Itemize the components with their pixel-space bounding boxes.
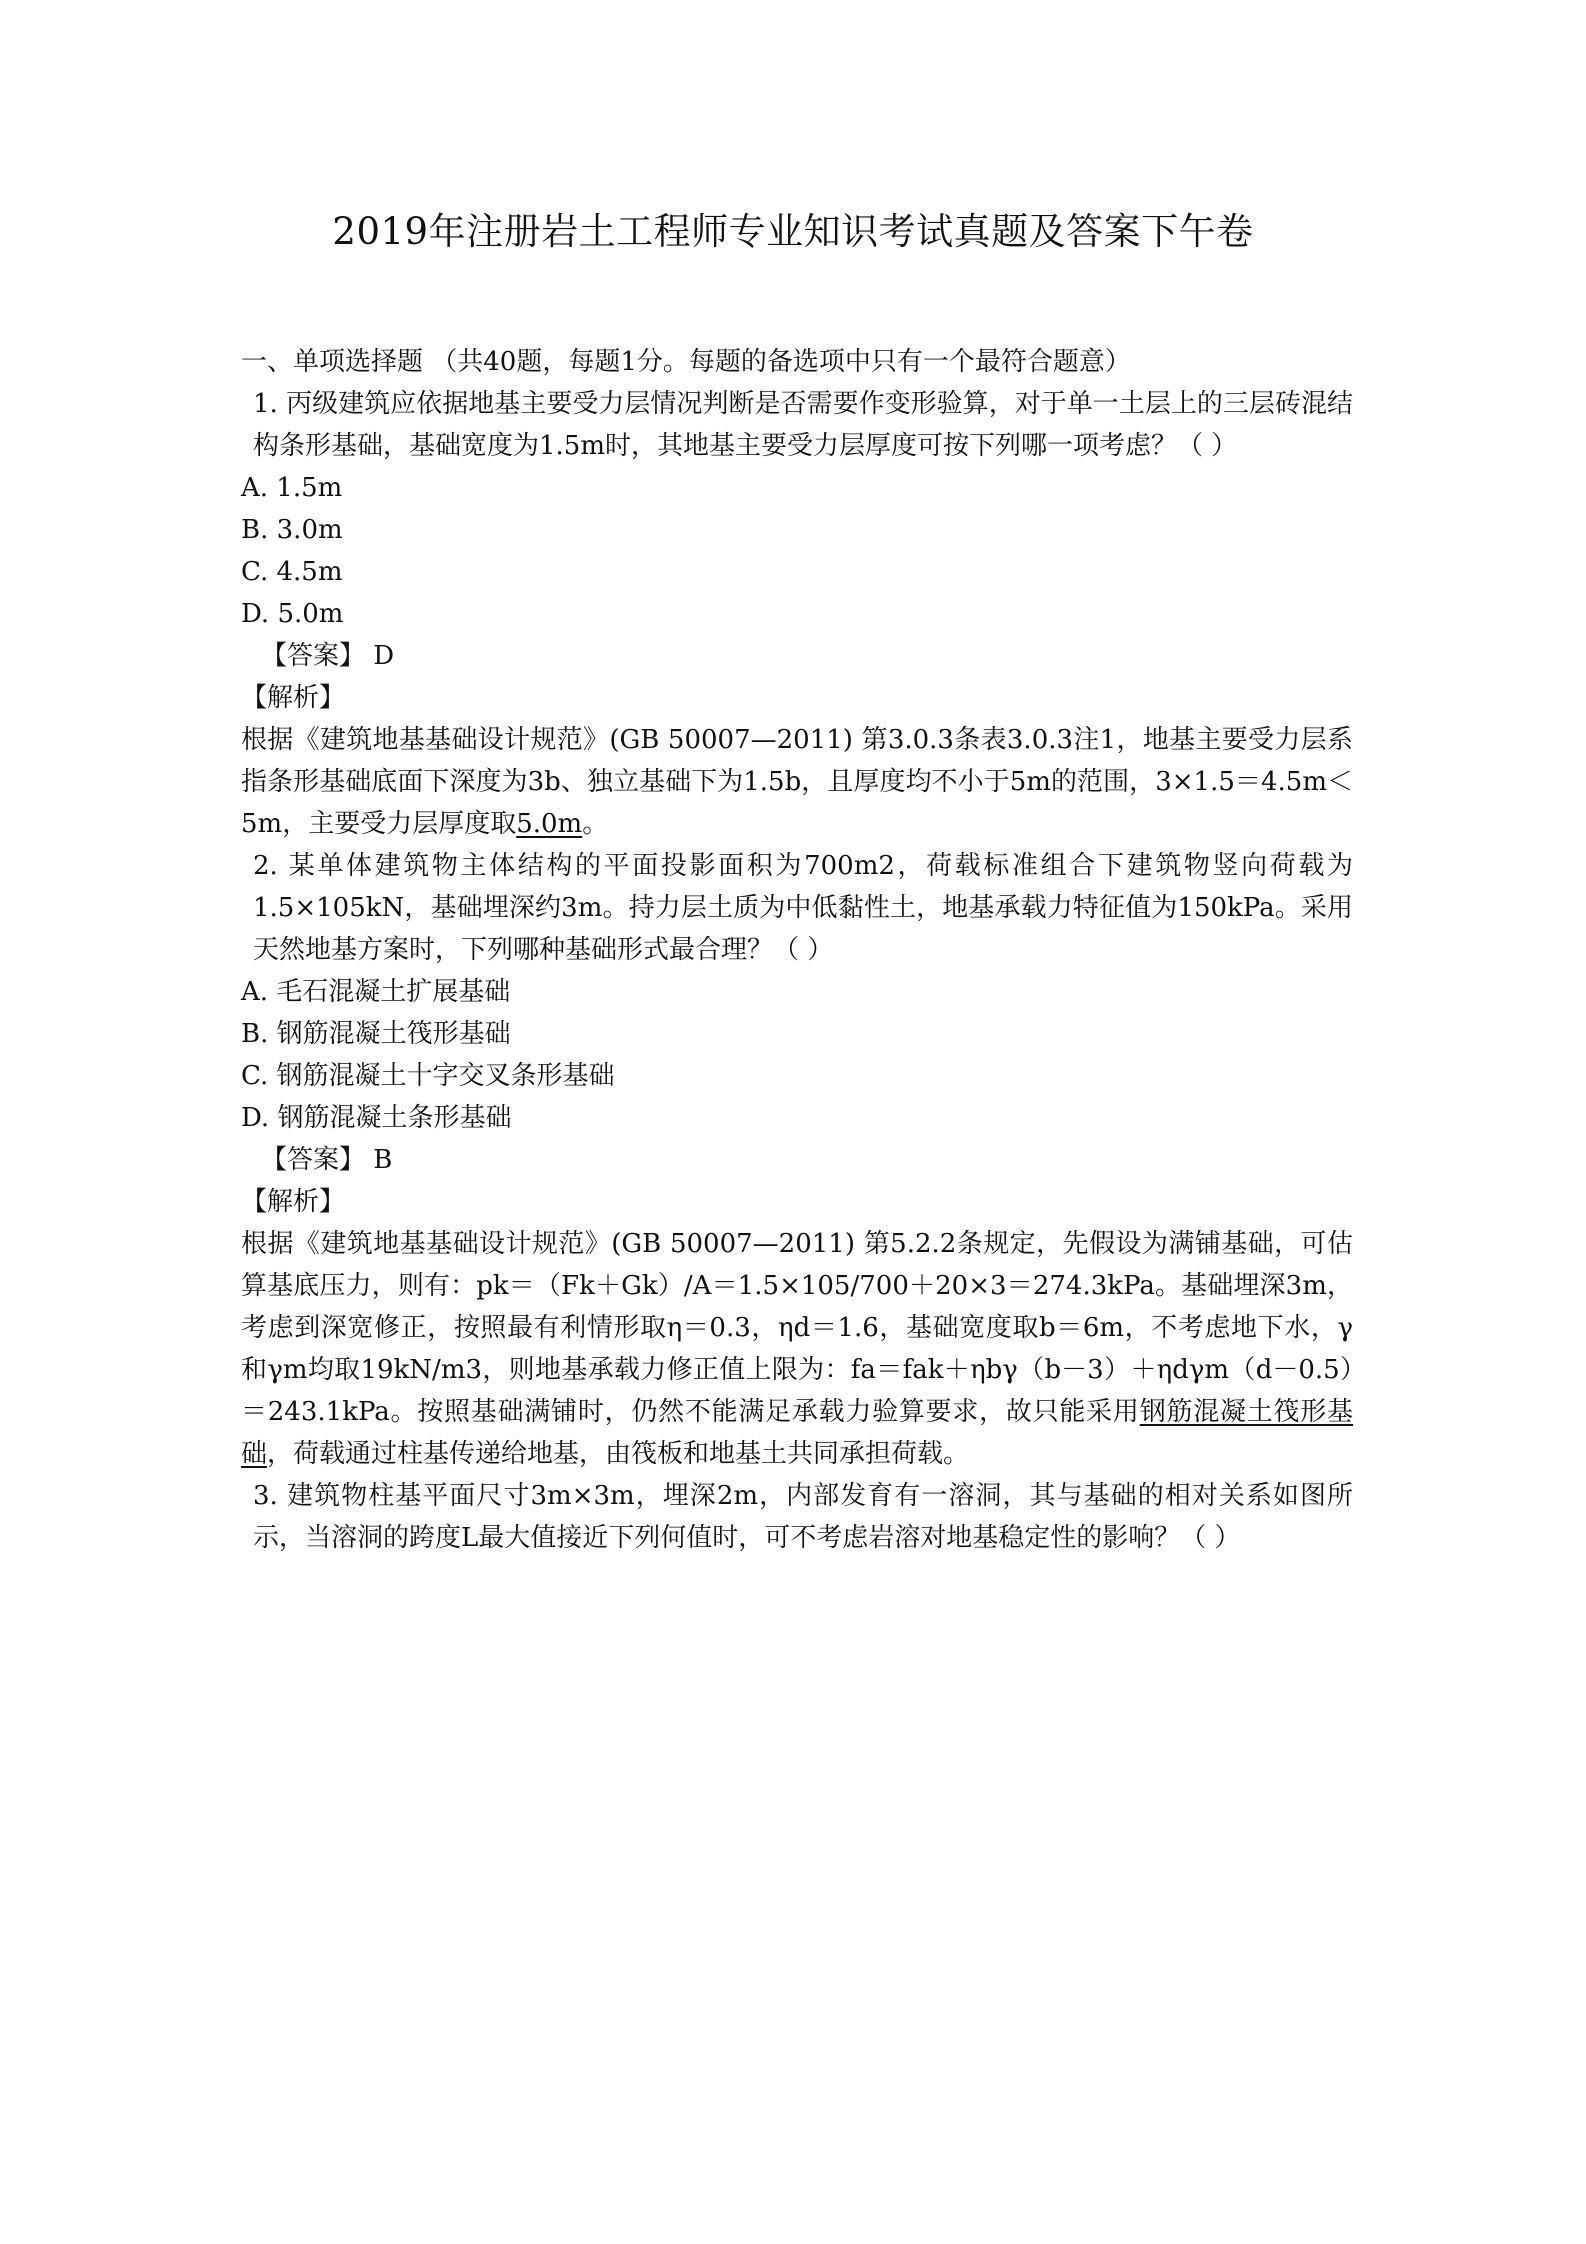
question-2-option-d: D. 钢筋混凝土条形基础 (241, 1103, 512, 1133)
question-1-analysis-text: 根据《建筑地基基础设计规范》(GB 50007—2011) 第3.0.3条表3.0.3注1，地基主要受力层系指条形基础底面下深度为3b、独立基础下为1.5b，且厚度均不小于5m的范围，3×1.5＝4.5m＜5m，主要受力层厚度取 (241, 725, 1353, 839)
page-title: 2019年注册岩土工程师专业知识考试真题及答案下午卷 (332, 210, 1254, 253)
question-2-answer: 【答案】 B (261, 1145, 393, 1175)
question-2-analysis-underlined: 钢筋混凝土筏形基础 (241, 1397, 1353, 1469)
question-2-stem: 2. 某单体建筑物主体结构的平面投影面积为700m2，荷载标准组合下建筑物竖向荷载为1.5×105kN，基础埋深约3m。持力层土质为中低黏性土，地基承载力特征值为150kPa。采用天然地基方案时，下列哪种基础形式最合理？（ ） (253, 851, 1353, 965)
question-2-analysis-text: 根据《建筑地基基础设计规范》(GB 50007—2011) 第5.2.2条规定，先假设为满铺基础，可估算基底压力，则有：pk＝（Fk＋Gk）/A＝1.5×105/700＋20×3＝274.3kPa。基础埋深3m，考虑到深宽修正，按照最有利情形取η＝0.3，ηd＝1.6，基础宽度取b＝6m，不考虑地下水，γ和γm均取19kN/m3，则地基承载力修正值上限为：fa＝fak＋ηbγ（b－3）＋ηdγm（d－0.5）＝243.1kPa。按照基础满铺时，仍然不能满足承载力验算要求，故只能采用 (241, 1229, 1354, 1427)
question-1-option-a: A. 1.5m (241, 473, 343, 503)
question-1-stem: 1. 丙级建筑应依据地基主要受力层情况判断是否需要作变形验算，对于单一土层上的三层砖混结构条形基础，基础宽度为1.5m时，其地基主要受力层厚度可按下列哪一项考虑？（ ） (253, 389, 1353, 461)
question-1-option-b: B. 3.0m (241, 515, 343, 545)
question-2-option-a: A. 毛石混凝土扩展基础 (241, 977, 511, 1007)
question-1-analysis-end: 。 (582, 809, 609, 839)
question-1-option-d: D. 5.0m (241, 599, 344, 629)
question-1-analysis (241, 719, 1353, 845)
question-3-stem: 3. 建筑物柱基平面尺寸3m×3m，埋深2m，内部发育有一溶洞，其与基础的相对关系如图所示，当溶洞的跨度L最大值接近下列何值时，可不考虑岩溶对地基稳定性的影响？（ ） (253, 1481, 1353, 1553)
section-heading: 一、单项选择题 （共40题，每题1分。每题的备选项中只有一个最符合题意） (241, 347, 1131, 377)
question-1-option-c: C. 4.5m (241, 557, 343, 587)
question-2-analysis (241, 1223, 1353, 1475)
question-2-analysis-end: ，荷载通过柱基传递给地基，由筏板和地基土共同承担荷载。 (267, 1439, 970, 1469)
question-2-option-c: C. 钢筋混凝土十字交叉条形基础 (241, 1061, 615, 1091)
document-body (241, 341, 1353, 1559)
question-1-analysis-label: 【解析】 (241, 683, 346, 713)
question-2-analysis-label: 【解析】 (241, 1187, 346, 1217)
question-1-answer: 【答案】 D (261, 641, 395, 671)
question-2-option-b: B. 钢筋混凝土筏形基础 (241, 1019, 511, 1049)
question-1-analysis-underlined: 5.0m (516, 809, 583, 839)
